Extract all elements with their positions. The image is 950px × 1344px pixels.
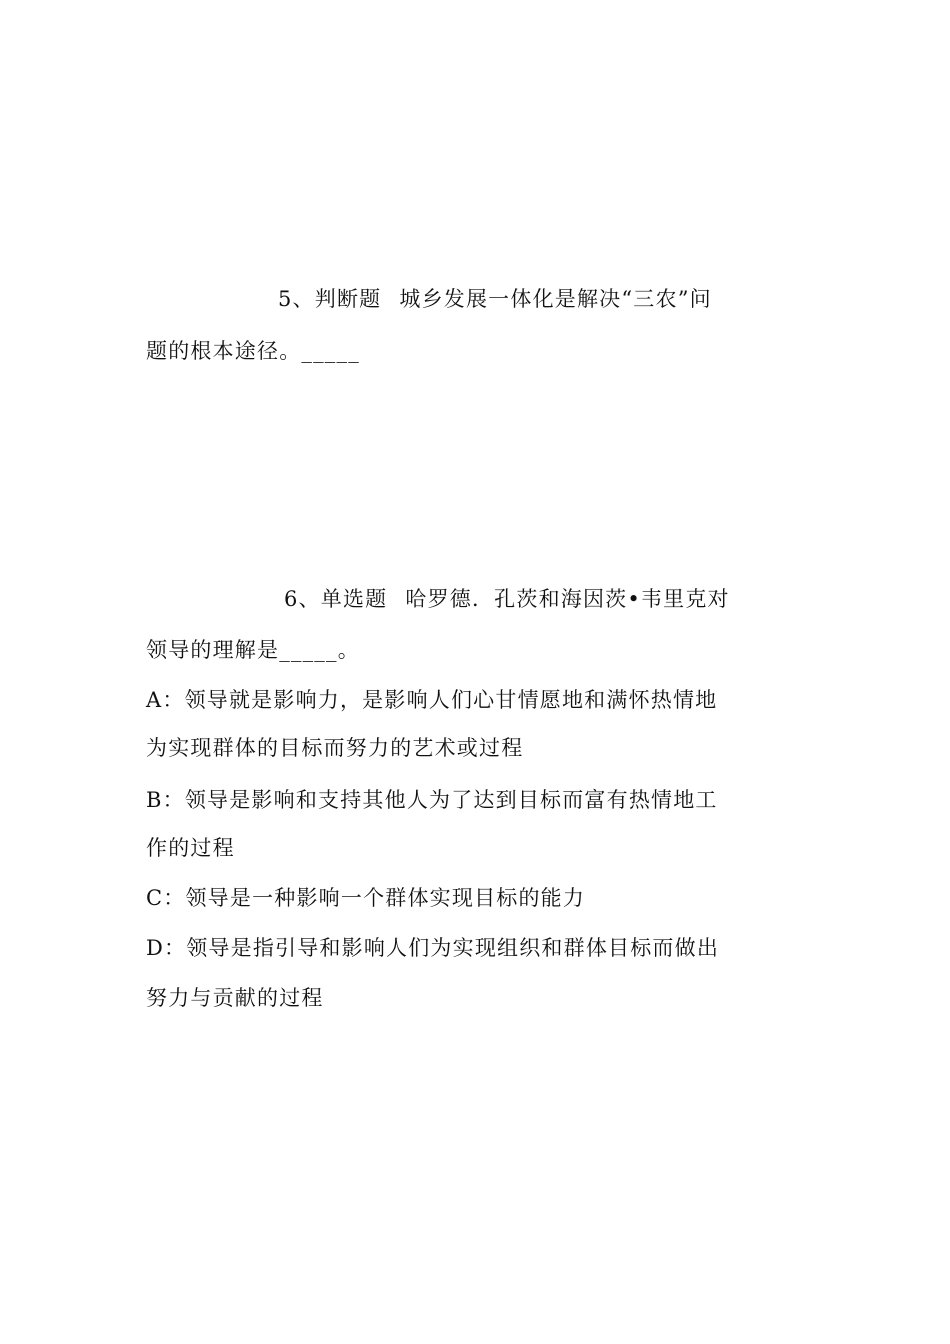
question-5-stem-part-1: 城乡发展一体化是解决“三农”问 — [399, 287, 712, 311]
question-6-line-1 — [284, 584, 808, 614]
question-5-stem-part-2: 题的根本途径。_____ — [146, 339, 360, 363]
question-5-type: 5、判断题 — [278, 287, 382, 311]
option-d-line-2: 努力与贡献的过程 — [146, 986, 324, 1010]
option-a-line-2: 为实现群体的目标而努力的艺术或过程 — [146, 736, 524, 760]
question-6-stem-part-2: 领导的理解是_____。 — [146, 638, 360, 662]
option-b-line-1: B：领导是影响和支持其他人为了达到目标而富有热情地工 — [146, 788, 718, 812]
question-6-type: 6、单选题 — [284, 587, 388, 611]
option-d-line-1: D：领导是指引导和影响人们为实现组织和群体目标而做出 — [146, 936, 720, 960]
question-6-stem-part-1: 哈罗德．孔茨和海因茨•韦里克对 — [405, 587, 730, 611]
question-5-line-1 — [278, 284, 808, 314]
option-b-line-2: 作的过程 — [146, 836, 235, 860]
option-a-line-1: A：领导就是影响力，是影响人们心甘情愿地和满怀热情地 — [146, 688, 718, 712]
option-c-line-1: C：领导是一种影响一个群体实现目标的能力 — [146, 886, 586, 910]
